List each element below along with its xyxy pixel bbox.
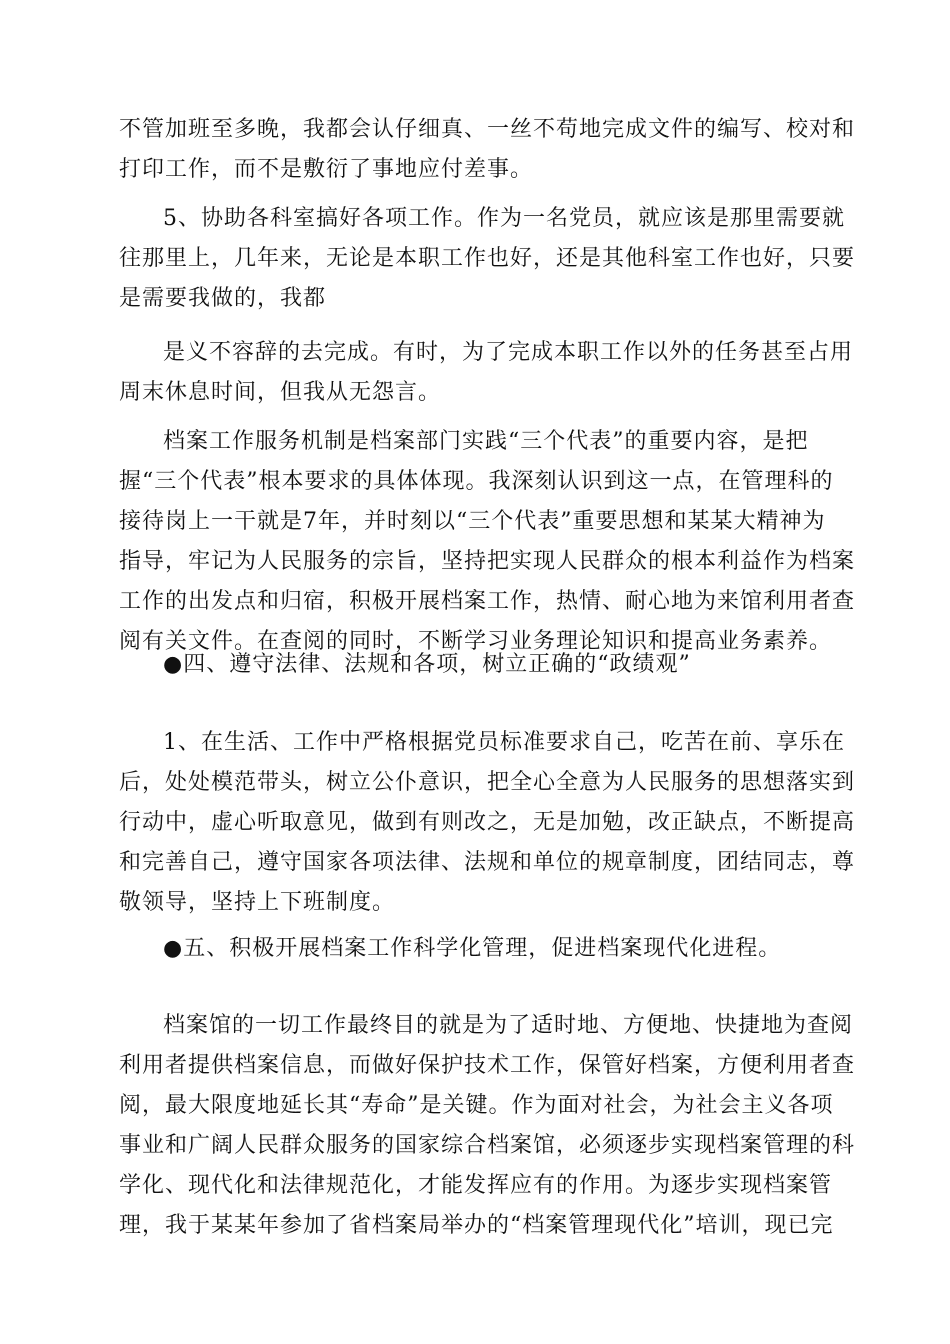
text-line: 是需要我做的，我都 — [119, 286, 327, 311]
text-line: 1、在生活、工作中严格根据党员标准要求自己，吃苦在前、享乐在 — [163, 730, 845, 755]
text-line: 打印工作，而不是敷衍了事地应付差事。 — [119, 157, 534, 182]
text-line: 事业和广阔人民群众服务的国家综合档案馆，必须逐步实现档案管理的科 — [119, 1133, 856, 1158]
text-line: 敬领导，坚持上下班制度。 — [119, 890, 396, 915]
paragraph-assist-departments — [119, 199, 856, 319]
text-line: 5、协助各科室搞好各项工作。作为一名党员，就应该是那里需要就 — [163, 206, 845, 231]
text-line: 是义不容辞的去完成。有时，为了完成本职工作以外的任务甚至占用 — [163, 340, 854, 365]
paragraph-archive-goals — [119, 1006, 856, 1246]
text-line: 指导，牢记为人民服务的宗旨，坚持把实现人民群众的根本利益作为档案 — [119, 549, 856, 574]
text-line: 理，我于某某年参加了省档案局举办的“档案管理现代化”培训，现已完 — [119, 1213, 834, 1238]
paragraph-party-standards — [119, 723, 856, 923]
text-line: 接待岗上一干就是7年，并时刻以“三个代表”重要思想和某某大精神为 — [119, 509, 826, 534]
paragraph-duty-completion — [119, 333, 854, 413]
text-line: ●五、积极开展档案工作科学化管理，促进档案现代化进程。 — [163, 936, 782, 961]
text-line: 和完善自己，遵守国家各项法律、法规和单位的规章制度，团结同志，尊 — [119, 850, 856, 875]
text-line: 往那里上，几年来，无论是本职工作也好，还是其他科室工作也好，只要 — [119, 246, 856, 271]
text-line: 工作的出发点和归宿，积极开展档案工作，热情、耐心地为来馆利用者查 — [119, 589, 856, 614]
text-line: 阅，最大限度地延长其“寿命”是关键。作为面对社会，为社会主义各项 — [119, 1093, 834, 1118]
paragraph-archive-service-mechanism — [119, 422, 856, 662]
text-line: 学化、现代化和法律规范化，才能发挥应有的作用。为逐步实现档案管 — [119, 1173, 833, 1198]
text-line: 档案工作服务机制是档案部门实践“三个代表”的重要内容，是把 — [163, 429, 809, 454]
text-line: 不管加班至多晚，我都会认仔细真、一丝不苟地完成文件的编写、校对和 — [119, 117, 856, 142]
text-line: 行动中，虚心听取意见，做到有则改之，无是加勉，改正缺点，不断提高 — [119, 810, 856, 835]
text-line: 后，处处模范带头，树立公仆意识，把全心全意为人民服务的思想落实到 — [119, 770, 856, 795]
paragraph-overtime-work — [119, 110, 856, 190]
text-line: 利用者提供档案信息，而做好保护技术工作，保管好档案，方便利用者查 — [119, 1053, 856, 1078]
text-line: 阅有关文件。在查阅的同时，不断学习业务理论知识和提高业务素养。 — [119, 629, 833, 654]
text-line: 握“三个代表”根本要求的具体体现。我深刻认识到这一点，在管理科的 — [119, 469, 834, 494]
text-line: 档案馆的一切工作最终目的就是为了适时地、方便地、快捷地为查阅 — [163, 1013, 854, 1038]
text-line: ●四、遵守法律、法规和各项，树立正确的“政绩观” — [163, 652, 691, 677]
section-heading-five — [119, 929, 835, 969]
section-heading-four — [119, 645, 835, 685]
text-line: 周末休息时间，但我从无怨言。 — [119, 380, 442, 405]
